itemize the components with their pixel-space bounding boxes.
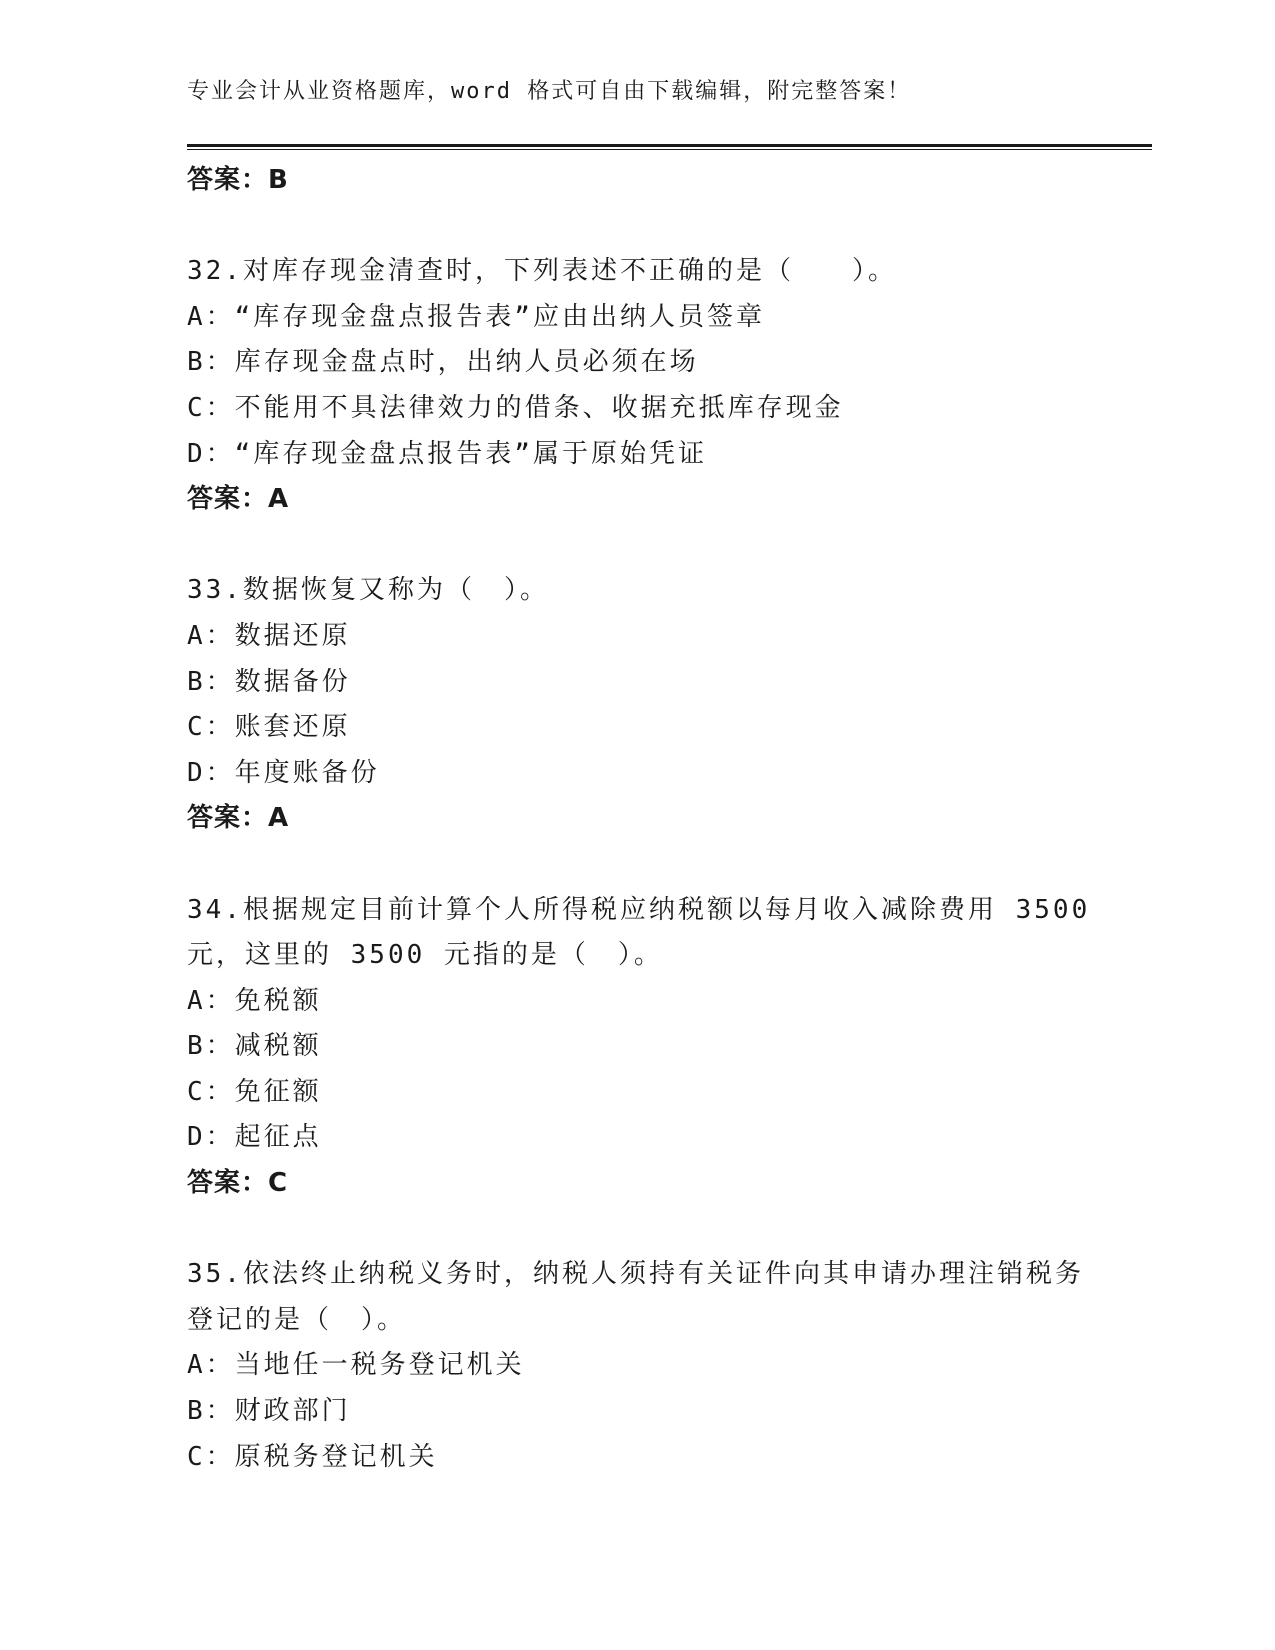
question-stem-continued: 元，这里的 3500 元指的是（ ）。 — [187, 940, 663, 971]
question-block — [187, 568, 1087, 842]
option-c: C：免征额 — [187, 1076, 322, 1107]
option-b: B：数据备份 — [187, 666, 351, 697]
option-d: D：“库存现金盘点报告表”属于原始凭证 — [187, 438, 707, 469]
option-c: C：原税务登记机关 — [187, 1441, 438, 1472]
spacer — [187, 204, 1087, 250]
header-divider — [187, 144, 1152, 150]
spacer — [187, 842, 1087, 888]
option-d: D：年度账备份 — [187, 757, 380, 788]
question-stem: 35.依法终止纳税义务时，纳税人须持有关证件向其申请办理注销税务 — [187, 1259, 1084, 1290]
option-a: A：数据还原 — [187, 620, 351, 651]
option-a: A：免税额 — [187, 985, 322, 1016]
question-stem: 34.根据规定目前计算个人所得税应纳税额以每月收入减除费用 3500 — [187, 894, 1091, 925]
option-c: C：账套还原 — [187, 712, 351, 743]
answer-line: 答案：B — [187, 165, 289, 195]
page-header: 专业会计从业资格题库，word 格式可自由下载编辑，附完整答案！ — [187, 79, 912, 104]
question-stem: 33.数据恢复又称为（ ）。 — [187, 575, 549, 606]
question-stem: 32.对库存现金清查时，下列表述不正确的是（ ）。 — [187, 256, 897, 287]
option-b: B：减税额 — [187, 1031, 322, 1062]
option-a: A：“库存现金盘点报告表”应由出纳人员签章 — [187, 301, 765, 332]
answer-line: 答案：A — [187, 803, 290, 834]
option-b: B：库存现金盘点时，出纳人员必须在场 — [187, 347, 699, 378]
option-a: A：当地任一税务登记机关 — [187, 1350, 525, 1381]
answer-line: 答案：C — [187, 1168, 289, 1199]
answer-line: 答案：A — [187, 484, 290, 515]
spacer — [187, 1207, 1087, 1253]
option-b: B：财政部门 — [187, 1396, 351, 1427]
spacer — [187, 523, 1087, 569]
question-block — [187, 888, 1091, 1207]
question-block — [187, 1252, 1087, 1480]
option-c: C：不能用不具法律效力的借条、收据充抵库存现金 — [187, 392, 844, 423]
question-stem-continued: 登记的是（ ）。 — [187, 1304, 407, 1335]
question-list — [187, 158, 1091, 1480]
question-block — [187, 249, 1087, 523]
option-d: D：起征点 — [187, 1122, 322, 1153]
